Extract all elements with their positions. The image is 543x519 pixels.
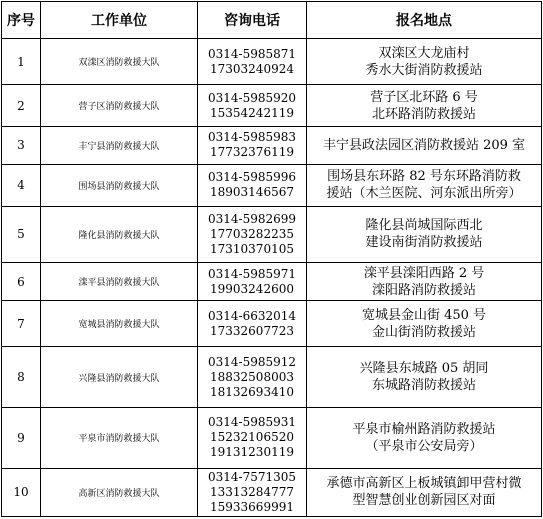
cell-unit: 高新区消防救援大队 <box>41 468 198 516</box>
cell-phone <box>198 127 307 165</box>
cell-unit: 滦平县消防救援大队 <box>41 263 198 301</box>
table-row <box>2 407 542 468</box>
cell-phone <box>198 301 307 347</box>
cell-unit: 兴隆县消防救援大队 <box>41 347 198 408</box>
table-body <box>2 39 542 517</box>
cell-seq: 6 <box>2 263 41 301</box>
address-line: 建设南街消防救援站 <box>365 235 483 251</box>
address-line: 平泉市榆州路消防救援站 <box>352 421 496 437</box>
address-line: 营子区北环路 6 号 <box>370 89 478 105</box>
table-row <box>2 301 542 347</box>
cell-unit: 双滦区消防救援大队 <box>41 39 198 85</box>
table-row <box>2 347 542 408</box>
cell-phone <box>198 407 307 468</box>
phone-number: 0314-5985871 <box>207 46 297 61</box>
phone-number: 15232106520 <box>210 430 294 445</box>
cell-address <box>307 206 542 263</box>
address-line: 东城路消防救援站 <box>371 378 476 394</box>
address-line: 兴隆县东城路 05 胡同 <box>359 361 489 377</box>
address-line: 北环路消防救援站 <box>371 106 476 122</box>
cell-address <box>307 39 542 85</box>
address-line: 滦平县滦阳西路 2 号 <box>363 265 485 281</box>
cell-phone <box>198 347 307 408</box>
table-row <box>2 468 542 516</box>
cell-unit: 围场县消防救援大队 <box>41 164 198 206</box>
header-seq: 序号 <box>2 2 41 39</box>
address-line: 宽城县金山街 450 号 <box>361 307 487 323</box>
address-line: 秀水大街消防救援站 <box>365 62 483 78</box>
phone-number: 0314-5985912 <box>207 354 297 369</box>
phone-number: 19131230119 <box>210 445 294 460</box>
cell-seq: 3 <box>2 127 41 165</box>
phone-number: 0314-5985920 <box>207 90 297 105</box>
address-line: 金山街消防救援站 <box>371 324 476 340</box>
cell-seq: 10 <box>2 468 41 516</box>
cell-address <box>307 347 542 408</box>
phone-number: 0314-5985983 <box>207 130 297 145</box>
address-line: 丰宁县政法园区消防救援站 209 室 <box>322 137 526 153</box>
cell-seq: 7 <box>2 301 41 347</box>
phone-number: 0314-5985931 <box>207 415 297 430</box>
cell-phone <box>198 468 307 516</box>
table-row <box>2 127 542 165</box>
cell-phone <box>198 164 307 206</box>
table-row <box>2 85 542 127</box>
phone-number: 17303240924 <box>210 61 294 76</box>
cell-address <box>307 85 542 127</box>
address-line: 型智慧创业创新园区对面 <box>352 493 496 509</box>
cell-phone <box>198 39 307 85</box>
cell-address <box>307 468 542 516</box>
registration-table <box>1 1 542 517</box>
cell-phone <box>198 206 307 263</box>
cell-seq: 8 <box>2 347 41 408</box>
phone-number: 0314-7571305 <box>207 469 297 484</box>
cell-phone <box>198 85 307 127</box>
cell-seq: 1 <box>2 39 41 85</box>
header-unit: 工作单位 <box>41 2 198 39</box>
cell-seq: 2 <box>2 85 41 127</box>
phone-number: 17310370105 <box>210 241 294 256</box>
cell-address <box>307 301 542 347</box>
cell-unit: 丰宁县消防救援大队 <box>41 127 198 165</box>
cell-unit: 隆化县消防救援大队 <box>41 206 198 263</box>
phone-number: 19903242600 <box>210 281 294 296</box>
address-line: 围场县东环路 82 号东环路消防救 <box>327 169 521 185</box>
phone-number: 0314-5982699 <box>207 211 297 226</box>
cell-unit: 宽城县消防救援大队 <box>41 301 198 347</box>
phone-number: 15933669991 <box>210 499 294 514</box>
table-row <box>2 263 542 301</box>
cell-address <box>307 164 542 206</box>
header-address: 报名地点 <box>307 2 542 39</box>
phone-number: 17703282235 <box>210 226 294 241</box>
header-phone: 咨询电话 <box>198 2 307 39</box>
address-line: （平泉市公安局旁） <box>365 438 483 454</box>
phone-number: 18132693410 <box>210 384 294 399</box>
table-row <box>2 206 542 263</box>
address-line: 援站（木兰医院、河东派出所旁） <box>326 186 522 202</box>
cell-seq: 5 <box>2 206 41 263</box>
phone-number: 0314-5985996 <box>207 170 297 185</box>
address-line: 隆化县尚城国际西北 <box>365 218 483 234</box>
phone-number: 13313284777 <box>210 484 294 499</box>
table-row <box>2 39 542 85</box>
phone-number: 15354242119 <box>210 105 294 120</box>
cell-unit: 营子区消防救援大队 <box>41 85 198 127</box>
phone-number: 18832508003 <box>210 369 294 384</box>
cell-address <box>307 263 542 301</box>
cell-address <box>307 127 542 165</box>
header-row <box>2 2 542 39</box>
cell-seq: 4 <box>2 164 41 206</box>
address-line: 滦阳路消防救援站 <box>371 282 476 298</box>
cell-phone <box>198 263 307 301</box>
cell-address <box>307 407 542 468</box>
cell-seq: 9 <box>2 407 41 468</box>
address-line: 承德市高新区上板城镇卸甲营村微 <box>326 476 522 492</box>
address-line: 双滦区大龙庙村 <box>378 45 470 61</box>
phone-number: 18903146567 <box>210 185 294 200</box>
phone-number: 17732376119 <box>210 145 294 160</box>
phone-number: 0314-5985971 <box>207 266 297 281</box>
table-row <box>2 164 542 206</box>
phone-number: 17332607723 <box>210 323 294 338</box>
cell-unit: 平泉市消防救援大队 <box>41 407 198 468</box>
phone-number: 0314-6632014 <box>207 308 297 323</box>
